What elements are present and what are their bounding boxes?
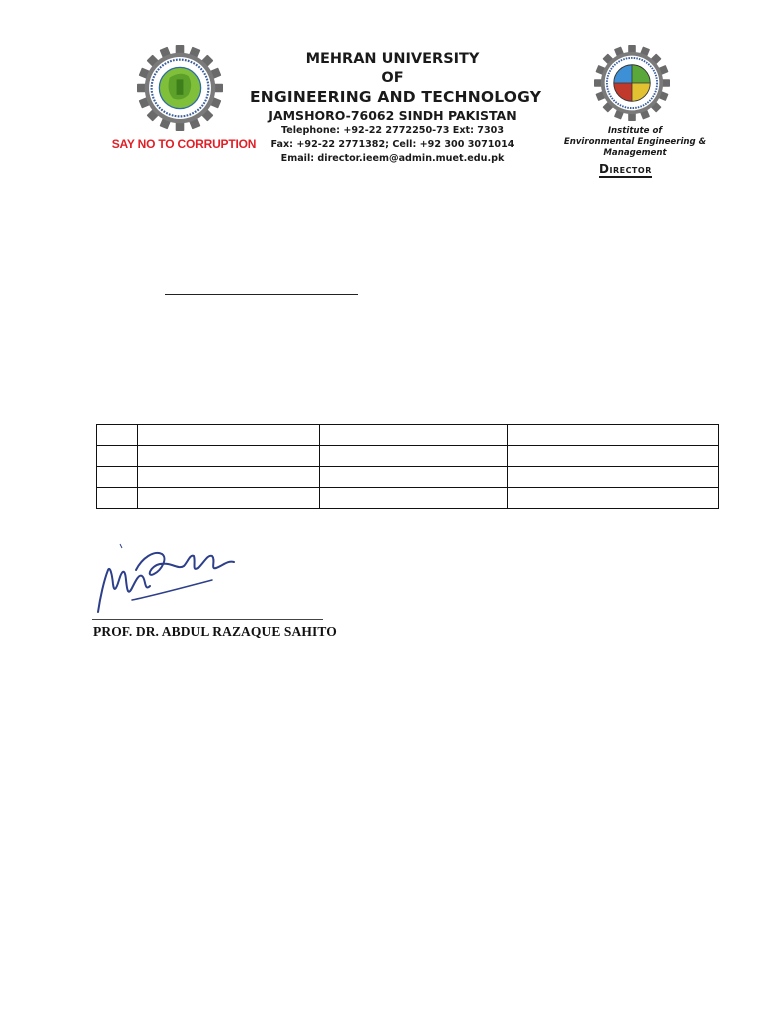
table-cell (97, 446, 138, 467)
table-cell (320, 425, 508, 446)
address-line: JAMSHORO-76062 SINDH PAKISTAN (268, 108, 517, 123)
table-row (97, 425, 719, 446)
table-cell (508, 488, 719, 509)
handwritten-signature-icon (92, 540, 242, 614)
table-cell (508, 446, 719, 467)
table-cell (138, 488, 320, 509)
table-cell (320, 446, 508, 467)
institute-name-line3: Management (603, 148, 667, 158)
table-cell (97, 488, 138, 509)
slogan-text: SAY NO TO CORRUPTION (111, 137, 257, 151)
muet-emblem-icon (137, 45, 223, 131)
signatory-name: PROF. DR. ABDUL RAZAQUE SAHITO (93, 624, 337, 639)
table-cell (97, 425, 138, 446)
institute-name-line1: Institute of (607, 126, 663, 136)
table-cell (138, 446, 320, 467)
fax-line: Fax: +92-22 2771382; Cell: +92 300 3071014 (270, 139, 515, 150)
table-cell (138, 425, 320, 446)
table-cell (320, 488, 508, 509)
table-cell (508, 467, 719, 488)
university-name-line1: MEHRAN UNIVERSITY (305, 51, 480, 67)
university-name-line3: ENGINEERING AND TECHNOLOGY (250, 88, 542, 106)
institute-name-line2: Environmental Engineering & (563, 137, 707, 147)
table-row (97, 488, 719, 509)
director-label: Director (599, 162, 652, 176)
blank-underline (165, 294, 358, 295)
signature-line (92, 619, 323, 620)
table-row (97, 446, 719, 467)
telephone-line: Telephone: +92-22 2772250-73 Ext: 7303 (280, 125, 505, 136)
table-row (97, 467, 719, 488)
table-cell (320, 467, 508, 488)
table-cell (508, 425, 719, 446)
data-table (96, 424, 719, 509)
ieem-emblem-icon (594, 45, 670, 121)
letterhead (250, 50, 542, 166)
table-cell (138, 467, 320, 488)
table-cell (97, 467, 138, 488)
institute-name (560, 126, 710, 159)
email-line: Email: director.ieem@admin.muet.edu.pk (280, 153, 505, 164)
university-name-line2: OF (381, 70, 404, 86)
